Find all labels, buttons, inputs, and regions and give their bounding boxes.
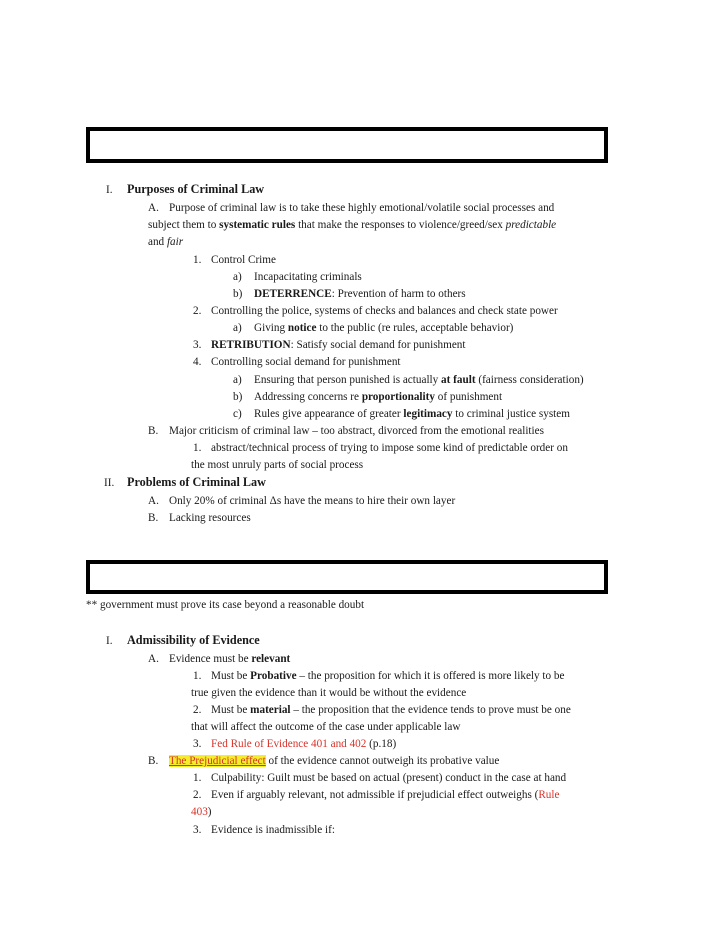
s2-A2-label: 2. xyxy=(193,704,202,716)
section1-heading-II-num: II. xyxy=(104,477,115,489)
s1-A-line1: Purpose of criminal law is to take these highly emotional/volatile social processes and xyxy=(169,202,555,214)
section1-heading-II: Problems of Criminal Law xyxy=(127,475,266,489)
s1-n2a: Giving notice to the public (re rules, acceptable behavior) xyxy=(254,322,514,334)
s1-n1b-label: b) xyxy=(233,288,243,300)
s2-B2: Even if arguably relevant, not admissible if prejudicial effect outweighs (Rule xyxy=(211,789,560,801)
s1-n1a-label: a) xyxy=(233,271,242,283)
s1-A-line3: and fair xyxy=(148,236,184,248)
s2-A2: Must be material – the proposition that the evidence tends to prove must be one xyxy=(211,704,571,716)
s2-A-label: A. xyxy=(148,653,159,665)
s2-note: ** government must prove its case beyond a reasonable doubt xyxy=(86,599,365,611)
s1-n3: RETRIBUTION: Satisfy social demand for punishment xyxy=(211,339,466,351)
systematic-rules-bold: systematic rules xyxy=(219,219,296,231)
s1-n4c-label: c) xyxy=(233,408,242,420)
s1-IIA-label: A. xyxy=(148,495,159,507)
s2-B1-label: 1. xyxy=(193,772,202,784)
s1-n1a: Incapacitating criminals xyxy=(254,271,362,283)
s1-A-label: A. xyxy=(148,202,159,214)
s2-A1: Must be Probative – the proposition for which it is offered is more likely to be xyxy=(211,670,565,682)
s1-n4b-label: b) xyxy=(233,391,243,403)
s2-A2-line2: that will affect the outcome of the case under applicable law xyxy=(191,721,461,733)
s1-n3-label: 3. xyxy=(193,339,202,351)
section1-heading-I: Purposes of Criminal Law xyxy=(127,182,265,196)
section2-heading-I: Admissibility of Evidence xyxy=(127,633,260,647)
section1-heading-I-num: I. xyxy=(106,184,113,196)
s1-n1: Control Crime xyxy=(211,254,276,266)
s1-n4b: Addressing concerns re proportionality of punishment xyxy=(254,391,503,403)
s1-n4-label: 4. xyxy=(193,356,202,368)
s2-A: Evidence must be relevant xyxy=(169,653,291,665)
s2-B3-label: 3. xyxy=(193,824,202,836)
s1-B: Major criticism of criminal law – too abstract, divorced from the emotional realities xyxy=(169,425,544,437)
s2-B2-label: 2. xyxy=(193,789,202,801)
s1-n1b: DETERRENCE: Prevention of harm to others xyxy=(254,288,466,300)
redacted-header-bar-1 xyxy=(86,127,608,163)
s1-IIB-label: B. xyxy=(148,512,159,524)
s1-B1-line2: the most unruly parts of social process xyxy=(191,459,364,471)
s1-IIA: Only 20% of criminal Δs have the means to hire their own layer xyxy=(169,495,456,507)
s1-n2a-label: a) xyxy=(233,322,242,334)
s1-B-label: B. xyxy=(148,425,159,437)
s1-n2: Controlling the police, systems of checks and balances and check state power xyxy=(211,305,558,317)
s2-B: The Prejudicial effect of the evidence cannot outweigh its probative value xyxy=(169,755,500,767)
s2-B2-line2: 403) xyxy=(191,806,212,818)
s1-A-line2: subject them to systematic rules that make the responses to violence/greed/sex predictable xyxy=(148,219,557,231)
s2-A1-line2: true given the evidence than it would be without the evidence xyxy=(191,687,467,699)
s1-n2-label: 2. xyxy=(193,305,202,317)
s2-A3: Fed Rule of Evidence 401 and 402 (p.18) xyxy=(211,738,397,750)
s2-A1-label: 1. xyxy=(193,670,202,682)
s2-B-label: B. xyxy=(148,755,159,767)
section2-heading-I-num: I. xyxy=(106,635,113,647)
s2-B1: Culpability: Guilt must be based on actual (present) conduct in the case at hand xyxy=(211,772,567,784)
s2-B3: Evidence is inadmissible if: xyxy=(211,824,335,836)
s2-A3-label: 3. xyxy=(193,738,202,750)
s1-B1-label: 1. xyxy=(193,442,202,454)
s1-B1-line1: abstract/technical process of trying to impose some kind of predictable order on xyxy=(211,442,568,454)
prejudicial-effect-highlight: The Prejudicial effect xyxy=(169,755,266,767)
s1-n4: Controlling social demand for punishment xyxy=(211,356,401,368)
s1-n4a-label: a) xyxy=(233,374,242,386)
fed-rule-reference: Fed Rule of Evidence 401 and 402 xyxy=(211,738,367,750)
s1-n4c: Rules give appearance of greater legitimacy to criminal justice system xyxy=(254,408,570,420)
s1-n4a: Ensuring that person punished is actually at fault (fairness consideration) xyxy=(254,374,584,386)
s1-IIB: Lacking resources xyxy=(169,512,251,524)
s1-n1-label: 1. xyxy=(193,254,202,266)
redacted-header-bar-2 xyxy=(86,560,608,594)
